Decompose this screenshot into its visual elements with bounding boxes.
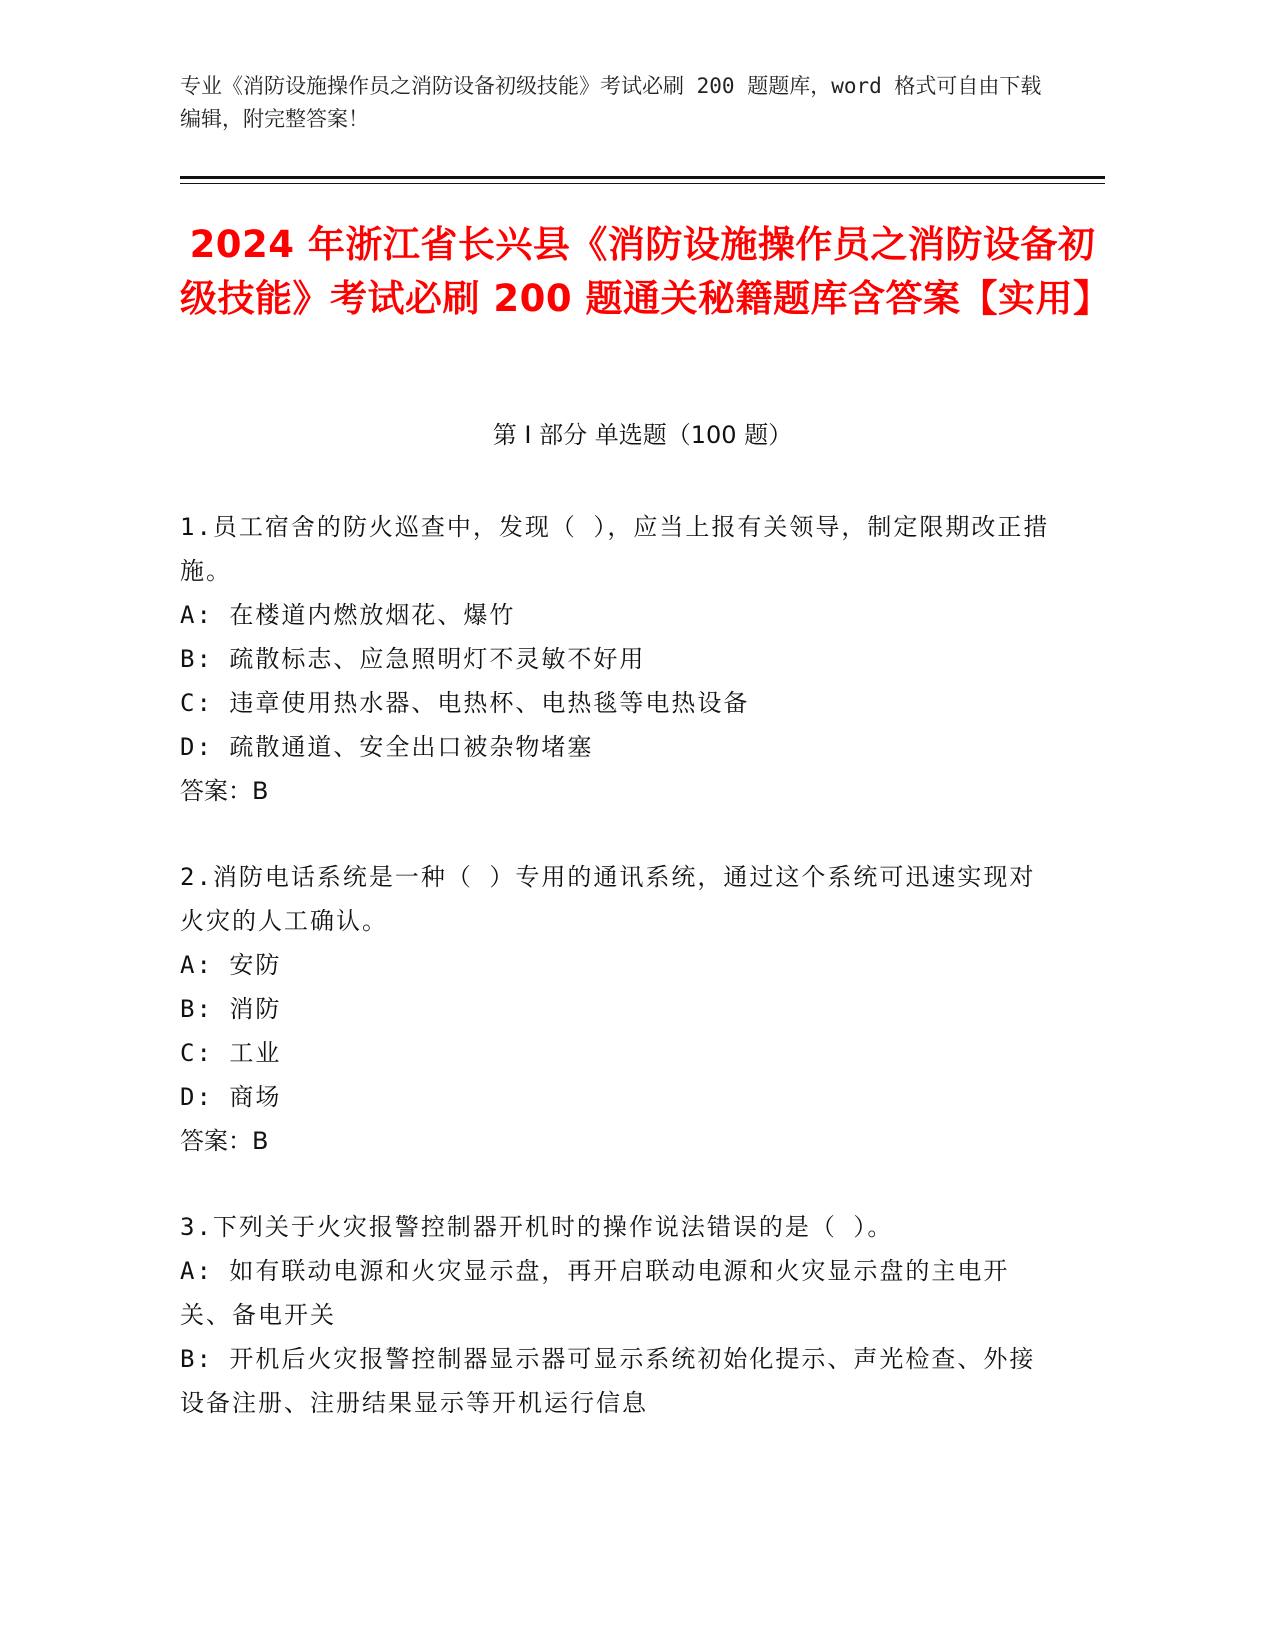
- option-a: A: 如有联动电源和火灾显示盘，再开启联动电源和火灾显示盘的主电开关、备电开关: [180, 1257, 1010, 1329]
- option-a: A: 在楼道内燃放烟花、爆竹: [180, 601, 516, 629]
- question-list: [180, 505, 1060, 1467]
- option-b: B: 开机后火灾报警控制器显示器可显示系统初始化提示、声光检查、外接设备注册、注册结果显示等开机运行信息: [180, 1345, 1036, 1417]
- question-3: [180, 1205, 1060, 1425]
- header-divider-thin: [180, 183, 1105, 184]
- option-c: C: 违章使用热水器、电热杯、电热毯等电热设备: [180, 689, 750, 717]
- document-title: 2024 年浙江省长兴县《消防设施操作员之消防设备初级技能》考试必刷 200 题通关秘籍题库含答案【实用】: [180, 223, 1111, 320]
- option-a: A: 安防: [180, 951, 282, 979]
- option-d: D: 商场: [180, 1083, 282, 1111]
- answer-text: 答案：B: [180, 777, 269, 805]
- option-d: D: 疏散通道、安全出口被杂物堵塞: [180, 733, 594, 761]
- question-text: 2.消防电话系统是一种（ ）专用的通讯系统，通过这个系统可迅速实现对火灾的人工确认。: [180, 863, 1036, 935]
- question-text: 3.下列关于火灾报警控制器开机时的操作说法错误的是（ ）。: [180, 1213, 894, 1241]
- option-c: C: 工业: [180, 1039, 282, 1067]
- option-b: B: 消防: [180, 995, 282, 1023]
- header-divider-thick: [180, 176, 1105, 179]
- question-text: 1.员工宿舍的防火巡查中，发现（ ），应当上报有关领导，制定限期改正措施。: [180, 513, 1050, 585]
- question-2: [180, 855, 1060, 1163]
- question-1: [180, 505, 1060, 813]
- answer-text: 答案：B: [180, 1127, 269, 1155]
- document-intro: 专业《消防设施操作员之消防设备初级技能》考试必刷 200 题题库，word 格式可自由下载编辑，附完整答案！: [180, 74, 1042, 131]
- option-b: B: 疏散标志、应急照明灯不灵敏不好用: [180, 645, 646, 673]
- section-title: 第 I 部分 单选题（100 题）: [492, 421, 793, 449]
